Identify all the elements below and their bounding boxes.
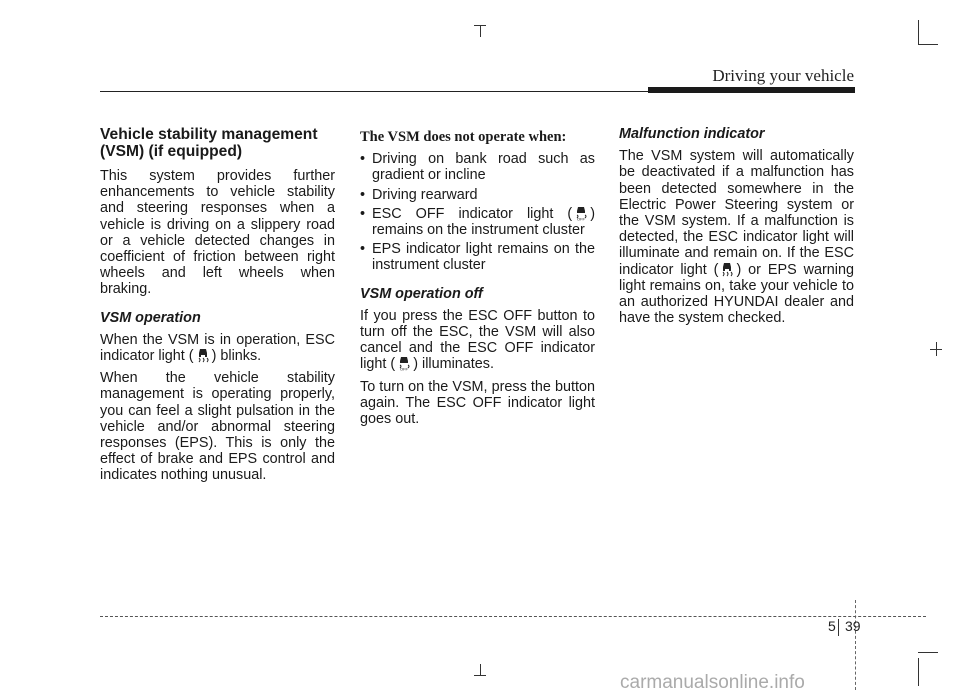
chapter-number: 5 bbox=[828, 618, 836, 634]
heading-vsm-line1: Vehicle stability management bbox=[100, 126, 318, 143]
esc-off-skid-icon bbox=[575, 206, 587, 221]
vsm-off-p2: To turn on the VSM, press the button again. The ESC OFF indicator light goes out. bbox=[360, 378, 595, 428]
header-rule-bar bbox=[648, 87, 855, 93]
crop-mark-top-center bbox=[480, 25, 481, 37]
section-title: Driving your vehicle bbox=[712, 66, 854, 85]
list-item: • EPS indicator light remains on the instrument cluster bbox=[360, 241, 595, 273]
page-number: 39 bbox=[845, 618, 861, 634]
vsm-intro: This system provides further enhancements to vehicle stability and steering responses when a vehicle is driving on a slippery road or a vehicle detected changes in coefficient of friction between right wheels and left wheels when braking. bbox=[100, 168, 335, 298]
bullet3-text-b: ) remains on the instrument cluster bbox=[372, 205, 595, 239]
bullet3-text-a: ESC OFF indicator light ( bbox=[372, 205, 573, 222]
crop-mark-bottom-right-h bbox=[918, 652, 938, 653]
heading-not-operate: The VSM does not operate when: bbox=[360, 129, 567, 145]
mal-p1-text-b: ) or EPS warning light remains on, take your vehicle to an authorized HYUNDAI dealer and have the system checked. bbox=[619, 261, 854, 327]
op-p1-text-b: ) blinks. bbox=[211, 348, 262, 365]
heading-vsm-operation: VSM operation bbox=[100, 309, 201, 326]
off-p1-text-a: If you press the ESC OFF button to turn off the ESC, the VSM will also cancel and the ESC OFF indicator light ( bbox=[360, 307, 595, 373]
crop-mark-top-right bbox=[918, 20, 919, 44]
crop-mark-right-mid-h bbox=[930, 349, 942, 350]
mal-p1-text-a: The VSM system will automatically be deactivated if a malfunction has been detected somewhere in the Electric Power Steering system or the VSM system. If a malfunction is detected, the ESC indicator light will illuminate and remain on. If the ESC indicator light ( bbox=[619, 148, 854, 278]
crop-mark-bottom-right bbox=[918, 658, 919, 686]
page-number-separator bbox=[838, 619, 839, 636]
esc-off-skid-icon bbox=[398, 356, 410, 371]
list-item: • Driving rearward bbox=[360, 187, 595, 203]
column-2 bbox=[360, 129, 595, 433]
header-rule bbox=[100, 91, 648, 92]
heading-vsm-line2: (VSM) (if equipped) bbox=[100, 143, 243, 160]
column-3 bbox=[619, 118, 854, 332]
column-1 bbox=[100, 126, 335, 490]
footer-dashed-rule bbox=[100, 616, 926, 617]
crop-mark-top-right-h bbox=[918, 44, 938, 45]
esc-skid-icon bbox=[197, 348, 209, 363]
vsm-operation-p2: When the vehicle stability management is operating properly, you can feel a slight pulsation in the vehicle and/or abnormal steering responses (EPS). This is only the effect of brake and EPS control and indicates nothing unusual. bbox=[100, 370, 335, 484]
off-p1-text-b: ) illuminates. bbox=[413, 356, 494, 373]
heading-malfunction: Malfunction indicator bbox=[619, 126, 765, 142]
dashed-vertical-rule bbox=[855, 600, 857, 690]
svg-text:OFF: OFF bbox=[577, 216, 586, 221]
esc-skid-icon bbox=[721, 262, 733, 277]
watermark: carmanualsonline.info bbox=[620, 672, 805, 693]
list-item bbox=[360, 206, 595, 238]
op-p1-text-a: When the VSM is in operation, ESC indicator light ( bbox=[100, 331, 335, 365]
crop-mark-top-center-h bbox=[474, 25, 486, 26]
vsm-off-p1 bbox=[360, 308, 595, 373]
heading-vsm bbox=[100, 126, 335, 160]
not-operate-list bbox=[360, 151, 595, 273]
list-item: • Driving on bank road such as gradient or incline bbox=[360, 151, 595, 183]
heading-vsm-operation-off: VSM operation off bbox=[360, 285, 483, 302]
vsm-operation-p1 bbox=[100, 332, 335, 364]
svg-text:OFF: OFF bbox=[400, 366, 409, 372]
crop-mark-bottom-center-h bbox=[474, 675, 486, 676]
malfunction-p1 bbox=[619, 148, 854, 326]
